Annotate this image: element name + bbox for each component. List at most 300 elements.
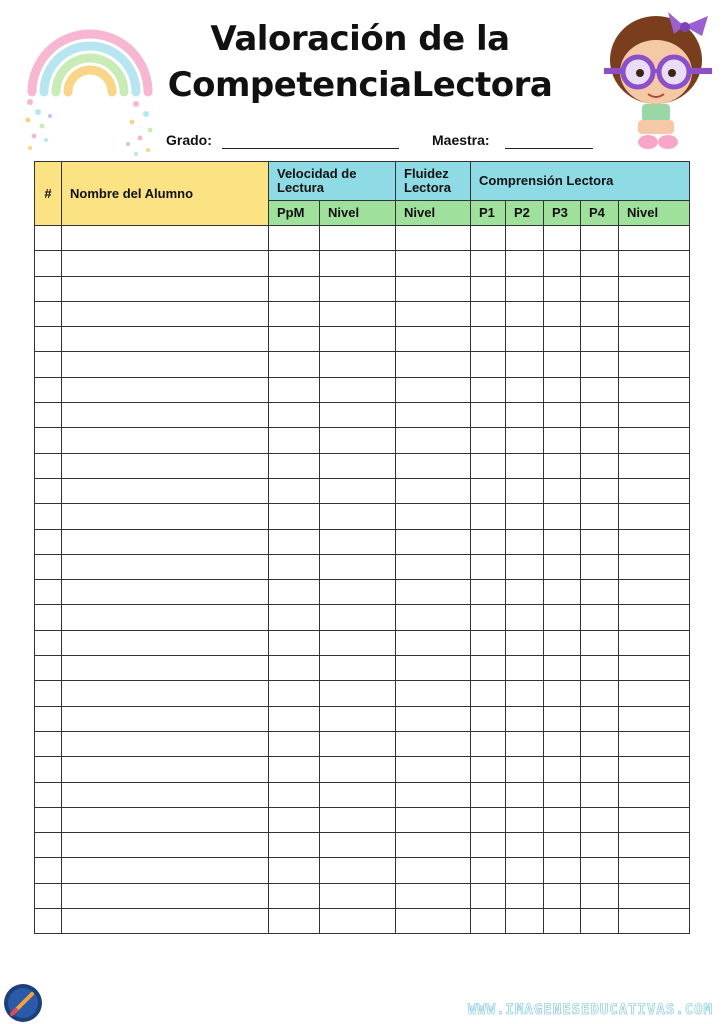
table-cell[interactable] (619, 377, 690, 402)
table-row (35, 807, 690, 832)
table-cell[interactable] (269, 251, 320, 276)
table-cell[interactable] (471, 301, 506, 326)
table-cell[interactable] (581, 681, 619, 706)
table-cell[interactable] (544, 630, 581, 655)
table-cell[interactable] (269, 656, 320, 681)
table-cell[interactable] (619, 301, 690, 326)
table-cell[interactable] (544, 782, 581, 807)
table-cell[interactable] (62, 377, 269, 402)
table-cell[interactable] (62, 883, 269, 908)
table-cell[interactable] (581, 909, 619, 934)
table-cell[interactable] (396, 605, 471, 630)
table-cell[interactable] (619, 554, 690, 579)
table-cell[interactable] (544, 504, 581, 529)
table-cell[interactable] (320, 301, 396, 326)
table-cell[interactable] (269, 403, 320, 428)
table-cell[interactable] (320, 276, 396, 301)
table-cell[interactable] (506, 453, 544, 478)
table-cell[interactable] (35, 656, 62, 681)
table-cell[interactable] (581, 833, 619, 858)
table-cell[interactable] (35, 757, 62, 782)
table-cell[interactable] (581, 656, 619, 681)
table-cell[interactable] (471, 909, 506, 934)
table-cell[interactable] (62, 478, 269, 503)
table-cell[interactable] (35, 504, 62, 529)
table-cell[interactable] (35, 731, 62, 756)
table-cell[interactable] (506, 377, 544, 402)
table-cell[interactable] (581, 782, 619, 807)
table-cell[interactable] (320, 428, 396, 453)
table-cell[interactable] (62, 403, 269, 428)
table-cell[interactable] (396, 630, 471, 655)
table-cell[interactable] (269, 478, 320, 503)
table-cell[interactable] (320, 681, 396, 706)
table-cell[interactable] (471, 833, 506, 858)
table-cell[interactable] (619, 226, 690, 251)
table-cell[interactable] (506, 301, 544, 326)
table-cell[interactable] (581, 858, 619, 883)
table-cell[interactable] (269, 807, 320, 832)
table-cell[interactable] (269, 883, 320, 908)
table-cell[interactable] (35, 681, 62, 706)
table-cell[interactable] (471, 554, 506, 579)
table-cell[interactable] (471, 352, 506, 377)
table-cell[interactable] (619, 529, 690, 554)
table-cell[interactable] (581, 226, 619, 251)
table-cell[interactable] (35, 858, 62, 883)
table-cell[interactable] (544, 706, 581, 731)
table-cell[interactable] (506, 226, 544, 251)
table-cell[interactable] (35, 807, 62, 832)
table-cell[interactable] (544, 731, 581, 756)
table-cell[interactable] (619, 909, 690, 934)
table-cell[interactable] (619, 833, 690, 858)
table-cell[interactable] (544, 656, 581, 681)
table-cell[interactable] (320, 226, 396, 251)
table-cell[interactable] (320, 529, 396, 554)
table-cell[interactable] (619, 630, 690, 655)
table-cell[interactable] (544, 858, 581, 883)
table-cell[interactable] (544, 453, 581, 478)
table-cell[interactable] (320, 580, 396, 605)
table-cell[interactable] (471, 453, 506, 478)
table-cell[interactable] (62, 504, 269, 529)
evaluation-table (34, 161, 690, 934)
table-cell[interactable] (506, 478, 544, 503)
table-cell[interactable] (35, 352, 62, 377)
table-cell[interactable] (269, 276, 320, 301)
table-cell[interactable] (506, 352, 544, 377)
table-cell[interactable] (396, 276, 471, 301)
table-cell[interactable] (506, 706, 544, 731)
table-cell[interactable] (544, 301, 581, 326)
table-cell[interactable] (506, 529, 544, 554)
table-cell[interactable] (62, 731, 269, 756)
table-cell[interactable] (396, 909, 471, 934)
table-cell[interactable] (320, 504, 396, 529)
table-cell[interactable] (62, 909, 269, 934)
table-cell[interactable] (506, 731, 544, 756)
table-cell[interactable] (619, 656, 690, 681)
table-cell[interactable] (396, 706, 471, 731)
table-cell[interactable] (471, 681, 506, 706)
table-cell[interactable] (396, 782, 471, 807)
table-cell[interactable] (544, 352, 581, 377)
table-cell[interactable] (62, 529, 269, 554)
table-cell[interactable] (619, 428, 690, 453)
table-cell[interactable] (35, 605, 62, 630)
table-cell[interactable] (619, 858, 690, 883)
table-cell[interactable] (619, 706, 690, 731)
table-cell[interactable] (506, 858, 544, 883)
table-cell[interactable] (544, 833, 581, 858)
table-cell[interactable] (506, 757, 544, 782)
table-cell[interactable] (471, 782, 506, 807)
table-cell[interactable] (269, 352, 320, 377)
table-cell[interactable] (506, 630, 544, 655)
table-row (35, 276, 690, 301)
table-row (35, 883, 690, 908)
table-cell[interactable] (62, 807, 269, 832)
table-cell[interactable] (396, 731, 471, 756)
table-cell[interactable] (471, 656, 506, 681)
table-cell[interactable] (269, 909, 320, 934)
table-cell[interactable] (581, 504, 619, 529)
table-cell[interactable] (35, 478, 62, 503)
table-cell[interactable] (62, 757, 269, 782)
table-cell[interactable] (544, 807, 581, 832)
table-cell[interactable] (35, 529, 62, 554)
subheader-p3: P3 (544, 201, 581, 226)
table-cell[interactable] (320, 251, 396, 276)
table-cell[interactable] (320, 327, 396, 352)
table-cell[interactable] (320, 656, 396, 681)
table-cell[interactable] (269, 504, 320, 529)
table-cell[interactable] (506, 782, 544, 807)
table-cell[interactable] (320, 858, 396, 883)
table-cell[interactable] (320, 883, 396, 908)
table-cell[interactable] (62, 782, 269, 807)
table-cell[interactable] (619, 276, 690, 301)
table-cell[interactable] (396, 251, 471, 276)
table-cell[interactable] (581, 757, 619, 782)
table-cell[interactable] (506, 909, 544, 934)
table-cell[interactable] (35, 403, 62, 428)
table-cell[interactable] (619, 605, 690, 630)
table-cell[interactable] (269, 327, 320, 352)
table-cell[interactable] (62, 681, 269, 706)
table-cell[interactable] (396, 833, 471, 858)
table-cell[interactable] (619, 453, 690, 478)
table-cell[interactable] (619, 883, 690, 908)
table-cell[interactable] (35, 453, 62, 478)
table-cell[interactable] (506, 681, 544, 706)
maestra-input-line[interactable] (505, 148, 593, 149)
table-cell[interactable] (506, 883, 544, 908)
table-cell[interactable] (320, 605, 396, 630)
table-cell[interactable] (320, 352, 396, 377)
table-cell[interactable] (619, 757, 690, 782)
table-row (35, 630, 690, 655)
table-cell[interactable] (320, 833, 396, 858)
table-cell[interactable] (506, 580, 544, 605)
table-cell[interactable] (320, 909, 396, 934)
table-cell[interactable] (581, 352, 619, 377)
table-cell[interactable] (506, 327, 544, 352)
table-cell[interactable] (471, 403, 506, 428)
table-cell[interactable] (320, 478, 396, 503)
table-cell[interactable] (35, 251, 62, 276)
table-cell[interactable] (35, 554, 62, 579)
table-cell[interactable] (619, 478, 690, 503)
table-cell[interactable] (544, 681, 581, 706)
table-cell[interactable] (62, 453, 269, 478)
table-cell[interactable] (35, 301, 62, 326)
grado-input-line[interactable] (222, 148, 399, 149)
table-cell[interactable] (396, 529, 471, 554)
table-cell[interactable] (544, 327, 581, 352)
table-cell[interactable] (506, 504, 544, 529)
table-cell[interactable] (506, 554, 544, 579)
table-cell[interactable] (506, 251, 544, 276)
table-cell[interactable] (320, 630, 396, 655)
table-cell[interactable] (35, 706, 62, 731)
table-cell[interactable] (396, 807, 471, 832)
table-row (35, 529, 690, 554)
table-cell[interactable] (506, 276, 544, 301)
table-cell[interactable] (320, 782, 396, 807)
table-cell[interactable] (619, 403, 690, 428)
table-cell[interactable] (62, 858, 269, 883)
table-cell[interactable] (544, 226, 581, 251)
table-cell[interactable] (581, 276, 619, 301)
table-cell[interactable] (35, 782, 62, 807)
table-cell[interactable] (544, 428, 581, 453)
table-cell[interactable] (62, 656, 269, 681)
table-cell[interactable] (269, 681, 320, 706)
table-cell[interactable] (471, 858, 506, 883)
table-cell[interactable] (581, 580, 619, 605)
table-cell[interactable] (544, 276, 581, 301)
table-cell[interactable] (396, 226, 471, 251)
table-row (35, 656, 690, 681)
table-cell[interactable] (35, 276, 62, 301)
table-cell[interactable] (269, 554, 320, 579)
table-cell[interactable] (35, 580, 62, 605)
table-cell[interactable] (269, 301, 320, 326)
table-cell[interactable] (581, 529, 619, 554)
table-cell[interactable] (269, 605, 320, 630)
table-cell[interactable] (506, 605, 544, 630)
table-cell[interactable] (269, 858, 320, 883)
table-cell[interactable] (544, 403, 581, 428)
table-cell[interactable] (62, 833, 269, 858)
table-cell[interactable] (581, 554, 619, 579)
table-cell[interactable] (396, 377, 471, 402)
table-cell[interactable] (471, 807, 506, 832)
table-cell[interactable] (619, 352, 690, 377)
table-cell[interactable] (581, 428, 619, 453)
header-reading-comprehension: Comprensión Lectora (471, 162, 690, 201)
table-cell[interactable] (62, 580, 269, 605)
table-cell[interactable] (62, 706, 269, 731)
table-cell[interactable] (396, 656, 471, 681)
table-cell[interactable] (320, 757, 396, 782)
table-cell[interactable] (544, 605, 581, 630)
table-cell[interactable] (269, 428, 320, 453)
table-cell[interactable] (269, 453, 320, 478)
table-cell[interactable] (619, 681, 690, 706)
table-cell[interactable] (619, 731, 690, 756)
table-cell[interactable] (544, 377, 581, 402)
table-cell[interactable] (62, 251, 269, 276)
header-number: # (35, 162, 62, 226)
table-cell[interactable] (269, 782, 320, 807)
table-cell[interactable] (35, 226, 62, 251)
table-cell[interactable] (506, 833, 544, 858)
table-row (35, 782, 690, 807)
table-cell[interactable] (619, 782, 690, 807)
table-cell[interactable] (396, 301, 471, 326)
table-cell[interactable] (320, 807, 396, 832)
table-cell[interactable] (619, 807, 690, 832)
title-line-1: Valoración de la (210, 19, 510, 59)
table-cell[interactable] (396, 403, 471, 428)
header-student-name: Nombre del Alumno (62, 162, 269, 226)
table-cell[interactable] (544, 478, 581, 503)
table-cell[interactable] (581, 327, 619, 352)
table-cell[interactable] (471, 630, 506, 655)
table-cell[interactable] (581, 403, 619, 428)
table-cell[interactable] (471, 883, 506, 908)
table-cell[interactable] (396, 428, 471, 453)
table-cell[interactable] (35, 630, 62, 655)
table-cell[interactable] (471, 251, 506, 276)
table-cell[interactable] (396, 504, 471, 529)
table-cell[interactable] (35, 883, 62, 908)
table-cell[interactable] (396, 580, 471, 605)
table-cell[interactable] (396, 352, 471, 377)
table-cell[interactable] (506, 656, 544, 681)
table-cell[interactable] (62, 327, 269, 352)
table-cell[interactable] (269, 529, 320, 554)
table-cell[interactable] (396, 757, 471, 782)
table-cell[interactable] (320, 403, 396, 428)
table-cell[interactable] (544, 883, 581, 908)
table-cell[interactable] (269, 731, 320, 756)
table-cell[interactable] (35, 909, 62, 934)
table-row (35, 681, 690, 706)
table-cell[interactable] (544, 554, 581, 579)
table-cell[interactable] (471, 226, 506, 251)
table-row (35, 504, 690, 529)
table-cell[interactable] (619, 504, 690, 529)
table-cell[interactable] (471, 529, 506, 554)
table-cell[interactable] (62, 554, 269, 579)
table-cell[interactable] (62, 226, 269, 251)
table-cell[interactable] (396, 453, 471, 478)
table-cell[interactable] (581, 478, 619, 503)
table-cell[interactable] (269, 757, 320, 782)
table-cell[interactable] (269, 833, 320, 858)
table-cell[interactable] (581, 251, 619, 276)
table-cell[interactable] (35, 833, 62, 858)
table-cell[interactable] (471, 276, 506, 301)
table-cell[interactable] (581, 731, 619, 756)
table-cell[interactable] (269, 630, 320, 655)
table-cell[interactable] (544, 757, 581, 782)
table-cell[interactable] (506, 807, 544, 832)
table-cell[interactable] (471, 478, 506, 503)
table-cell[interactable] (320, 453, 396, 478)
table-row (35, 453, 690, 478)
table-cell[interactable] (62, 605, 269, 630)
table-cell[interactable] (320, 706, 396, 731)
table-cell[interactable] (62, 352, 269, 377)
table-cell[interactable] (35, 428, 62, 453)
table-cell[interactable] (581, 807, 619, 832)
table-cell[interactable] (581, 883, 619, 908)
table-cell[interactable] (581, 377, 619, 402)
table-cell[interactable] (544, 909, 581, 934)
table-row (35, 706, 690, 731)
table-cell[interactable] (269, 580, 320, 605)
table-cell[interactable] (506, 403, 544, 428)
table-cell[interactable] (35, 327, 62, 352)
table-cell[interactable] (35, 377, 62, 402)
footer-website[interactable]: WWW.IMAGENESEDUCATIVAS.COM (467, 1002, 713, 1018)
table-cell[interactable] (269, 377, 320, 402)
table-cell[interactable] (396, 681, 471, 706)
table-cell[interactable] (396, 554, 471, 579)
table-cell[interactable] (320, 554, 396, 579)
table-cell[interactable] (396, 883, 471, 908)
table-cell[interactable] (62, 428, 269, 453)
table-cell[interactable] (506, 428, 544, 453)
table-cell[interactable] (471, 706, 506, 731)
table-cell[interactable] (269, 706, 320, 731)
table-cell[interactable] (320, 731, 396, 756)
table-cell[interactable] (62, 276, 269, 301)
table-cell[interactable] (320, 377, 396, 402)
table-cell[interactable] (581, 301, 619, 326)
table-cell[interactable] (581, 630, 619, 655)
table-cell[interactable] (544, 580, 581, 605)
table-cell[interactable] (581, 706, 619, 731)
table-cell[interactable] (396, 858, 471, 883)
table-cell[interactable] (619, 580, 690, 605)
table-cell[interactable] (471, 580, 506, 605)
table-cell[interactable] (581, 605, 619, 630)
table-cell[interactable] (62, 301, 269, 326)
table-cell[interactable] (471, 504, 506, 529)
table-cell[interactable] (471, 731, 506, 756)
table-cell[interactable] (471, 428, 506, 453)
table-cell[interactable] (396, 478, 471, 503)
table-cell[interactable] (471, 757, 506, 782)
table-cell[interactable] (619, 327, 690, 352)
table-cell[interactable] (471, 605, 506, 630)
table-cell[interactable] (471, 327, 506, 352)
table-cell[interactable] (544, 251, 581, 276)
table-cell[interactable] (619, 251, 690, 276)
table-cell[interactable] (62, 630, 269, 655)
table-cell[interactable] (269, 226, 320, 251)
table-cell[interactable] (396, 327, 471, 352)
table-cell[interactable] (581, 453, 619, 478)
table-cell[interactable] (471, 377, 506, 402)
table-cell[interactable] (544, 529, 581, 554)
